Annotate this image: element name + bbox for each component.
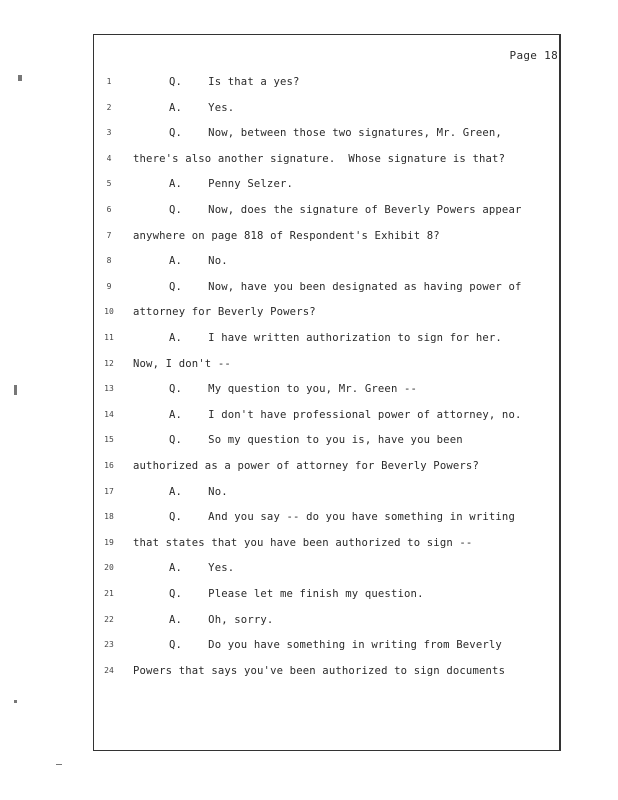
line-number: 21: [104, 589, 114, 598]
line-number: 15: [104, 435, 114, 445]
line-number: 4: [106, 153, 112, 163]
transcript-line: Now, I don't --: [133, 357, 231, 370]
transcript-line: that states that you have been authorized to sign --: [133, 536, 473, 549]
page-number: Page 18: [509, 49, 558, 62]
line-number: 20: [104, 563, 114, 573]
transcript-line: A. I have written authorization to sign for her.: [169, 332, 502, 344]
line-number: 12: [104, 358, 114, 368]
transcript-line: Q. Do you have something in writing from Beverly: [169, 639, 502, 652]
transcript-line: A. Yes.: [169, 101, 235, 114]
line-number: 19: [104, 537, 114, 547]
line-number: 8: [106, 256, 112, 266]
line-number: 11: [104, 333, 114, 342]
scan-mark: [56, 764, 62, 765]
scan-mark: [14, 700, 17, 703]
transcript-line: anywhere on page 818 of Respondent's Exhibit 8?: [133, 229, 440, 242]
line-number: 5: [106, 179, 112, 189]
transcript-line: Q. Now, does the signature of Beverly Powers appear: [169, 204, 522, 216]
line-number: 10: [104, 307, 114, 317]
transcript-line: there's also another signature. Whose signature is that?: [133, 152, 506, 165]
line-number: 13: [104, 384, 114, 394]
transcript-line: A. Penny Selzer.: [169, 178, 294, 191]
transcript-line: Q. Please let me finish my question.: [169, 588, 424, 600]
line-number: 3: [106, 128, 112, 138]
scan-mark: [18, 75, 22, 81]
transcript-line: Q. Now, have you been designated as having power of: [169, 280, 522, 293]
scan-mark: [14, 385, 17, 395]
line-number: 24: [104, 665, 114, 675]
transcript-line: Powers that says you've been authorized to sign documents: [133, 664, 506, 677]
transcript-line: A. No.: [169, 485, 228, 498]
line-number: 18: [104, 512, 114, 522]
transcript-line: Q. And you say -- do you have something in writing: [169, 511, 515, 524]
line-number: 16: [104, 461, 114, 470]
line-number: 22: [104, 614, 114, 624]
transcript-line: A. I don't have professional power of attorney, no.: [169, 408, 522, 421]
transcript-line: A. Oh, sorry.: [169, 613, 274, 626]
line-number: 14: [104, 409, 114, 419]
line-number: 6: [106, 205, 112, 214]
line-number: 9: [106, 281, 112, 291]
transcript-line: attorney for Beverly Powers?: [133, 306, 316, 319]
transcript-line: Q. So my question to you is, have you been: [169, 434, 463, 447]
transcript-line: A. No.: [169, 255, 228, 268]
line-number: 1: [106, 77, 112, 86]
transcript-line: Q. Is that a yes?: [169, 76, 300, 88]
line-number: 2: [106, 102, 112, 112]
transcript-line: Q. Now, between those two signatures, Mr. Green,: [169, 127, 502, 140]
transcript-line: Q. My question to you, Mr. Green --: [169, 383, 418, 396]
transcript-line: A. Yes.: [169, 562, 235, 575]
transcript-line: authorized as a power of attorney for Beverly Powers?: [133, 460, 479, 472]
line-number: 17: [104, 486, 114, 496]
line-number: 7: [106, 230, 112, 240]
line-number: 23: [104, 640, 114, 650]
